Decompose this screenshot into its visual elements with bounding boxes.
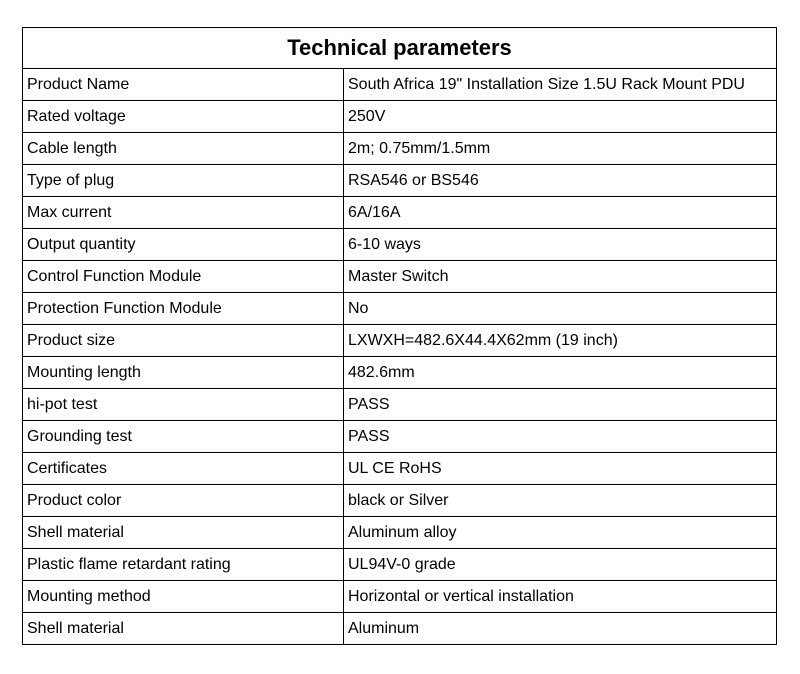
table-row (23, 357, 777, 389)
parameter-label: Certificates (23, 453, 344, 485)
parameter-value: Master Switch (344, 261, 777, 293)
parameter-value: UL94V-0 grade (344, 549, 777, 581)
parameter-value: RSA546 or BS546 (344, 165, 777, 197)
parameter-value: South Africa 19" Installation Size 1.5U Rack Mount PDU (344, 69, 777, 101)
parameter-label: Rated voltage (23, 101, 344, 133)
table-row (23, 549, 777, 581)
parameter-label: Type of plug (23, 165, 344, 197)
parameter-value: 2m; 0.75mm/1.5mm (344, 133, 777, 165)
parameter-value: PASS (344, 389, 777, 421)
table-row (23, 293, 777, 325)
table-row (23, 485, 777, 517)
parameter-label: Product Name (23, 69, 344, 101)
parameter-value: No (344, 293, 777, 325)
parameter-label: hi-pot test (23, 389, 344, 421)
table-row (23, 581, 777, 613)
table-row (23, 101, 777, 133)
parameter-value: Aluminum (344, 613, 777, 645)
table-row (23, 197, 777, 229)
table-row (23, 421, 777, 453)
table-title: Technical parameters (23, 28, 777, 69)
parameter-label: Grounding test (23, 421, 344, 453)
parameter-value: 250V (344, 101, 777, 133)
table-row (23, 133, 777, 165)
technical-parameters-table (22, 27, 777, 645)
parameter-label: Mounting method (23, 581, 344, 613)
parameter-value: Horizontal or vertical installation (344, 581, 777, 613)
parameter-label: Cable length (23, 133, 344, 165)
table-row (23, 165, 777, 197)
table-row (23, 517, 777, 549)
parameter-value: 6-10 ways (344, 229, 777, 261)
parameter-label: Plastic flame retardant rating (23, 549, 344, 581)
parameter-label: Output quantity (23, 229, 344, 261)
table-row (23, 69, 777, 101)
parameter-label: Control Function Module (23, 261, 344, 293)
parameter-value: LXWXH=482.6X44.4X62mm (19 inch) (344, 325, 777, 357)
table-row (23, 453, 777, 485)
parameter-value: PASS (344, 421, 777, 453)
parameter-label: Mounting length (23, 357, 344, 389)
table-row (23, 613, 777, 645)
parameter-value: 6A/16A (344, 197, 777, 229)
parameter-label: Product size (23, 325, 344, 357)
parameter-value: black or Silver (344, 485, 777, 517)
parameter-value: Aluminum alloy (344, 517, 777, 549)
parameter-label: Shell material (23, 613, 344, 645)
parameter-label: Product color (23, 485, 344, 517)
parameter-value: UL CE RoHS (344, 453, 777, 485)
parameter-value: 482.6mm (344, 357, 777, 389)
table-body (23, 69, 777, 645)
table-row (23, 261, 777, 293)
table-title-row (23, 28, 777, 69)
table-row (23, 229, 777, 261)
table-row (23, 389, 777, 421)
parameter-label: Max current (23, 197, 344, 229)
parameter-label: Shell material (23, 517, 344, 549)
table-row (23, 325, 777, 357)
parameter-label: Protection Function Module (23, 293, 344, 325)
